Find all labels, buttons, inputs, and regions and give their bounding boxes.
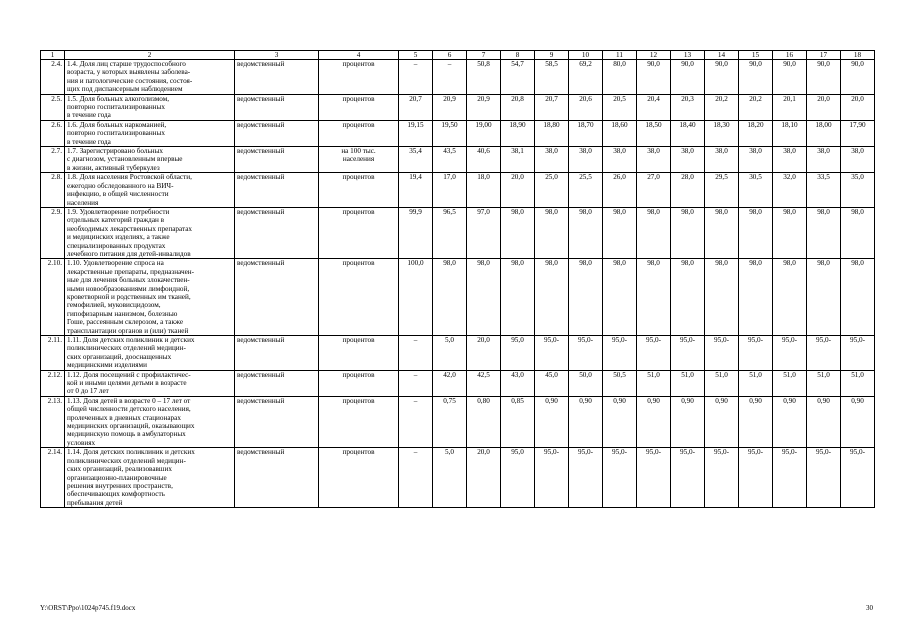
data-source: ведомственный [235,336,319,371]
unit-of-measure: процентов [319,207,399,258]
year-value: 38,0 [603,147,637,173]
column-numbers-row [41,51,875,60]
year-value: 95,0- [569,448,603,508]
year-value: 95,0- [637,448,671,508]
unit-of-measure: процентов [319,370,399,396]
year-value: 17,90 [841,120,875,146]
column-number: 8 [501,51,535,60]
column-number: 13 [671,51,705,60]
year-value: 58,5 [535,60,569,95]
indicator-name: 1.11. Доля детских поликлиник и детских поликлинических отделений медицин- ских организаций, дооснащенных медицинскими изделиями [65,336,235,371]
year-value: 98,0 [739,259,773,336]
column-number: 2 [65,51,235,60]
year-value: 95,0 [501,448,535,508]
year-value: 20,0 [501,173,535,208]
year-value: 20,4 [637,94,671,120]
year-value: 18,50 [637,120,671,146]
year-value: 42,5 [467,370,501,396]
table-row [41,370,875,396]
year-value: 32,0 [773,173,807,208]
year-value: 50,5 [603,370,637,396]
unit-of-measure: процентов [319,448,399,508]
year-value: 98,0 [603,207,637,258]
year-value: 98,0 [671,259,705,336]
year-value: 0,75 [433,396,467,447]
table-row [41,120,875,146]
year-value: 100,0 [399,259,433,336]
year-value: 38,0 [841,147,875,173]
row-number: 2.6. [41,120,65,146]
year-value: 35,0 [841,173,875,208]
year-value: 98,0 [433,259,467,336]
year-value: 97,0 [467,207,501,258]
year-value: 38,1 [501,147,535,173]
year-value: 18,90 [501,120,535,146]
data-source: ведомственный [235,60,319,95]
year-value: 95,0- [637,336,671,371]
year-value: 25,0 [535,173,569,208]
year-value: 45,0 [535,370,569,396]
year-value: 98,0 [671,207,705,258]
year-value: 18,40 [671,120,705,146]
year-value: 51,0 [807,370,841,396]
year-value: 43,5 [433,147,467,173]
unit-of-measure: процентов [319,60,399,95]
year-value: 51,0 [671,370,705,396]
year-value: 38,0 [807,147,841,173]
column-number: 5 [399,51,433,60]
year-value: 98,0 [841,259,875,336]
year-value: 27,0 [637,173,671,208]
year-value: 95,0- [841,448,875,508]
unit-of-measure: процентов [319,396,399,447]
unit-of-measure: процентов [319,120,399,146]
year-value: 51,0 [705,370,739,396]
year-value: 98,0 [773,259,807,336]
year-value: 0,90 [773,396,807,447]
year-value: 95,0- [773,336,807,371]
year-value: 95,0- [841,336,875,371]
year-value: 18,00 [807,120,841,146]
year-value: 95,0- [535,336,569,371]
year-value: 98,0 [535,259,569,336]
year-value: 18,70 [569,120,603,146]
year-value: 0,90 [705,396,739,447]
year-value: 50,8 [467,60,501,95]
year-value: 17,0 [433,173,467,208]
year-value: 98,0 [637,207,671,258]
year-value: 19,15 [399,120,433,146]
year-value: 18,80 [535,120,569,146]
year-value: 5,0 [433,336,467,371]
year-value: 98,0 [841,207,875,258]
year-value: 18,20 [739,120,773,146]
year-value: 38,0 [671,147,705,173]
year-value: 20,6 [569,94,603,120]
table-row [41,336,875,371]
year-value: 38,0 [535,147,569,173]
year-value: – [399,396,433,447]
page-number: 30 [866,604,873,612]
table-row [41,60,875,95]
year-value: 51,0 [773,370,807,396]
year-value: 20,7 [535,94,569,120]
year-value: 26,0 [603,173,637,208]
year-value: 18,30 [705,120,739,146]
year-value: – [399,370,433,396]
table-row [41,259,875,336]
year-value: 98,0 [807,259,841,336]
table-row [41,396,875,447]
column-number: 3 [235,51,319,60]
data-source: ведомственный [235,396,319,447]
unit-of-measure: на 100 тыс. населения [319,147,399,173]
year-value: 38,0 [637,147,671,173]
year-value: – [433,60,467,95]
year-value: 98,0 [501,259,535,336]
year-value: 95,0- [807,448,841,508]
year-value: 20,8 [501,94,535,120]
data-source: ведомственный [235,147,319,173]
row-number: 2.14. [41,448,65,508]
row-number: 2.11. [41,336,65,371]
year-value: 20,5 [603,94,637,120]
table-row [41,94,875,120]
indicator-name: 1.7. Зарегистрировано больных с диагнозом, установленным впервые в жизни, активный туберкулез [65,147,235,173]
year-value: 30,5 [739,173,773,208]
year-value: 29,5 [705,173,739,208]
year-value: 90,0 [739,60,773,95]
year-value: 0,90 [637,396,671,447]
year-value: 20,1 [773,94,807,120]
year-value: 98,0 [773,207,807,258]
year-value: 95,0- [671,448,705,508]
unit-of-measure: процентов [319,173,399,208]
year-value: 0,90 [739,396,773,447]
data-source: ведомственный [235,370,319,396]
year-value: 98,0 [569,259,603,336]
year-value: 0,90 [603,396,637,447]
row-number: 2.12. [41,370,65,396]
year-value: 20,9 [433,94,467,120]
column-number: 18 [841,51,875,60]
data-source: ведомственный [235,94,319,120]
unit-of-measure: процентов [319,259,399,336]
year-value: 43,0 [501,370,535,396]
year-value: 20,0 [467,336,501,371]
year-value: 90,0 [637,60,671,95]
data-source: ведомственный [235,448,319,508]
data-source: ведомственный [235,207,319,258]
year-value: 69,2 [569,60,603,95]
indicator-name: 1.14. Доля детских поликлиник и детских поликлинических отделений медицин- ских организаций, реализовавших организационно-планировочные решения внутренних пространств, обеспечивающих комфортность пребывания детей [65,448,235,508]
year-value: 19,50 [433,120,467,146]
year-value: – [399,336,433,371]
file-path: Y:\ORST\Ppo\1024p745.f19.docx [40,604,136,612]
year-value: 95,0- [705,448,739,508]
year-value: 20,0 [841,94,875,120]
indicator-name: 1.4. Доля лиц старше трудоспособного возраста, у которых выявлены заболева- ния и патологические состояния, состоя- щих под диспансерным наблюдением [65,60,235,95]
year-value: 20,7 [399,94,433,120]
year-value: 20,0 [467,448,501,508]
year-value: 38,0 [773,147,807,173]
year-value: 95,0- [671,336,705,371]
year-value: 33,5 [807,173,841,208]
indicator-name: 1.6. Доля больных наркоманией, повторно госпитализированных в течение года [65,120,235,146]
year-value: 95,0- [535,448,569,508]
indicator-name: 1.13. Доля детей в возрасте 0 – 17 лет от общей численности детского населения, пролеченных в дневных стационарах медицинских организаций, оказывающих медицинскую помощь в амбулаторных условиях [65,396,235,447]
year-value: – [399,60,433,95]
year-value: 0,90 [841,396,875,447]
unit-of-measure: процентов [319,94,399,120]
year-value: 0,90 [569,396,603,447]
column-number: 15 [739,51,773,60]
column-number: 17 [807,51,841,60]
row-number: 2.5. [41,94,65,120]
indicator-name: 1.10. Удовлетворение спроса на лекарственные препараты, предназначен- ные для лечения больных злокачествен- ными новообразованиями лимфоидной, кроветворной и родственных им тканей, гемофилией, муковисцидозом, гипофизарным нанизмом, болезнью Гоше, рассеянным склерозом, а также трансплантации органов и (или) тканей [65,259,235,336]
table-row [41,173,875,208]
year-value: 90,0 [841,60,875,95]
year-value: 40,6 [467,147,501,173]
year-value: 38,0 [739,147,773,173]
column-number: 4 [319,51,399,60]
year-value: 98,0 [807,207,841,258]
year-value: 98,0 [569,207,603,258]
year-value: 25,5 [569,173,603,208]
year-value: 35,4 [399,147,433,173]
year-value: 95,0- [739,336,773,371]
data-source: ведомственный [235,173,319,208]
year-value: 54,7 [501,60,535,95]
year-value: 50,0 [569,370,603,396]
year-value: 20,2 [705,94,739,120]
year-value: 0,90 [671,396,705,447]
year-value: 42,0 [433,370,467,396]
column-number: 7 [467,51,501,60]
year-value: 90,0 [705,60,739,95]
year-value: 98,0 [739,207,773,258]
indicator-name: 1.9. Удовлетворение потребности отдельных категорий граждан в необходимых лекарственных препаратах и медицинских изделиях, а также специализированных продуктах лечебного питания для детей-инвалидов [65,207,235,258]
column-number: 1 [41,51,65,60]
row-number: 2.8. [41,173,65,208]
column-number: 16 [773,51,807,60]
year-value: 90,0 [671,60,705,95]
column-number: 10 [569,51,603,60]
year-value: 18,0 [467,173,501,208]
table-row [41,147,875,173]
year-value: 98,0 [637,259,671,336]
row-number: 2.4. [41,60,65,95]
year-value: 38,0 [705,147,739,173]
column-number: 14 [705,51,739,60]
document-sheet [40,50,875,508]
year-value: 20,0 [807,94,841,120]
year-value: 90,0 [773,60,807,95]
year-value: 0,90 [535,396,569,447]
year-value: 98,0 [705,207,739,258]
year-value: 95,0- [807,336,841,371]
year-value: 51,0 [841,370,875,396]
year-value: 19,4 [399,173,433,208]
year-value: 51,0 [637,370,671,396]
year-value: 95,0 [501,336,535,371]
year-value: 98,0 [603,259,637,336]
year-value: 98,0 [467,259,501,336]
year-value: 5,0 [433,448,467,508]
year-value: 0,90 [807,396,841,447]
year-value: 95,0- [705,336,739,371]
year-value: 20,2 [739,94,773,120]
year-value: 96,5 [433,207,467,258]
year-value: 18,10 [773,120,807,146]
year-value: 19,00 [467,120,501,146]
year-value: 51,0 [739,370,773,396]
row-number: 2.7. [41,147,65,173]
year-value: 98,0 [705,259,739,336]
year-value: – [399,448,433,508]
indicator-name: 1.5. Доля больных алкоголизмом, повторно госпитализированных в течение года [65,94,235,120]
year-value: 98,0 [535,207,569,258]
data-source: ведомственный [235,120,319,146]
table-row [41,448,875,508]
year-value: 95,0- [603,448,637,508]
year-value: 20,9 [467,94,501,120]
unit-of-measure: процентов [319,336,399,371]
data-source: ведомственный [235,259,319,336]
year-value: 95,0- [773,448,807,508]
year-value: 80,0 [603,60,637,95]
row-number: 2.13. [41,396,65,447]
column-number: 11 [603,51,637,60]
year-value: 95,0- [603,336,637,371]
year-value: 90,0 [807,60,841,95]
column-number: 12 [637,51,671,60]
year-value: 95,0- [739,448,773,508]
year-value: 99,9 [399,207,433,258]
year-value: 28,0 [671,173,705,208]
column-number: 9 [535,51,569,60]
table-row [41,207,875,258]
year-value: 18,60 [603,120,637,146]
indicator-name: 1.8. Доля населения Ростовской области, ежегодно обследованного на ВИЧ- инфекцию, в общей численности населения [65,173,235,208]
row-number: 2.9. [41,207,65,258]
year-value: 0,80 [467,396,501,447]
year-value: 0,85 [501,396,535,447]
indicator-name: 1.12. Доля посещений с профилактичес- кой и иными целями детьми в возрасте от 0 до 17 лет [65,370,235,396]
year-value: 38,0 [569,147,603,173]
indicators-table [40,50,875,508]
year-value: 98,0 [501,207,535,258]
row-number: 2.10. [41,259,65,336]
year-value: 95,0- [569,336,603,371]
year-value: 20,3 [671,94,705,120]
column-number: 6 [433,51,467,60]
